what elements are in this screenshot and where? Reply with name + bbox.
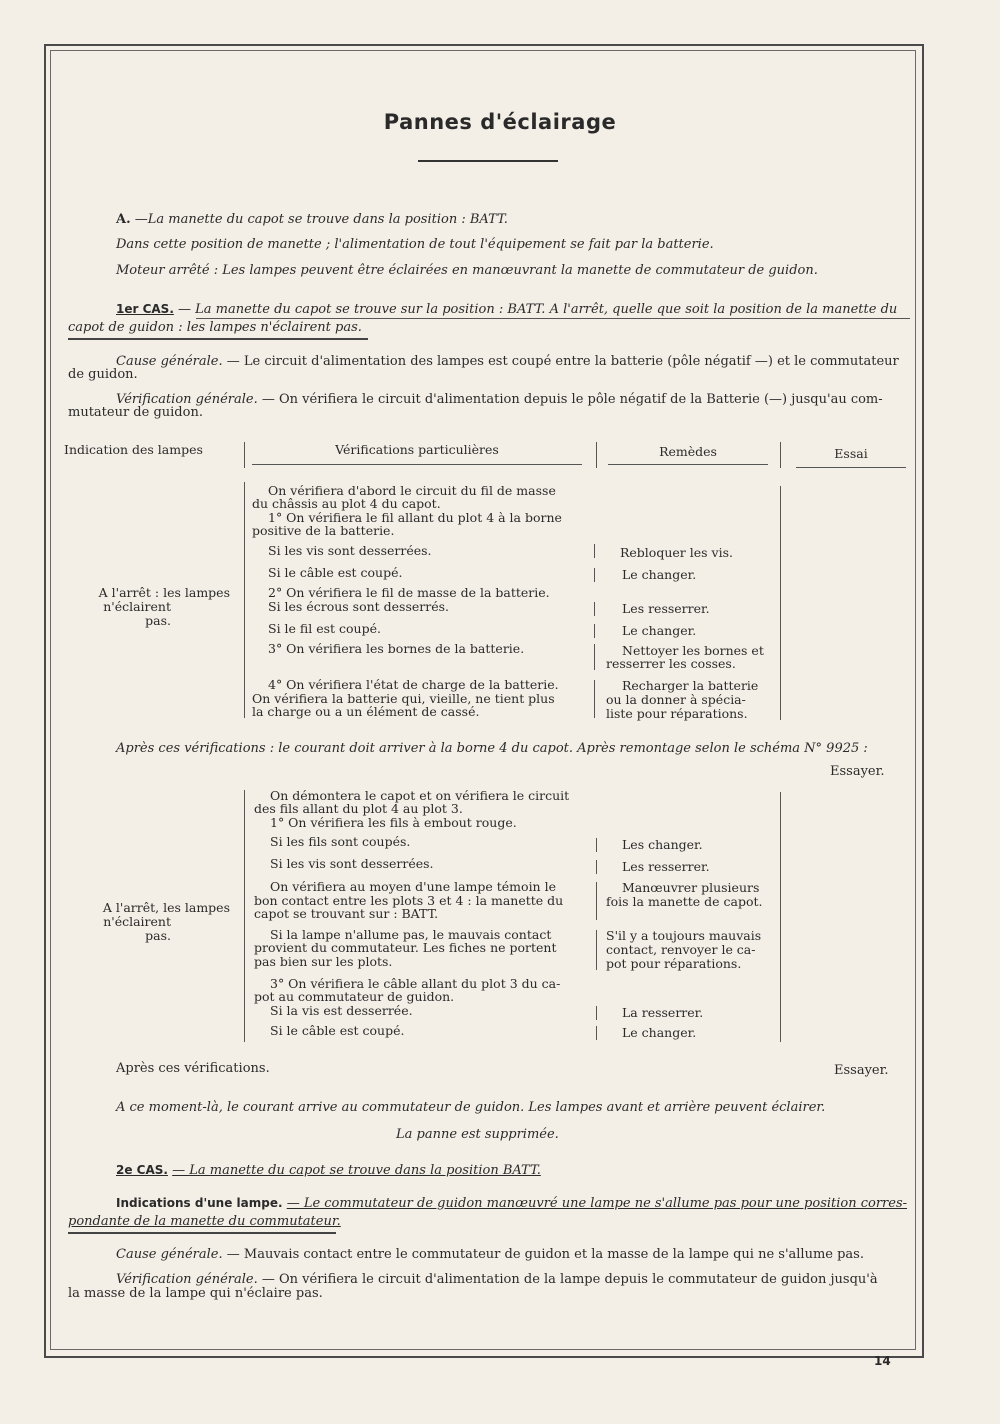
cas2-cause-line1: Cause générale. — Mauvais contact entre le commutateur de guidon et la masse de la lampe qui ne s'allume pas.	[116, 1247, 864, 1262]
table2-v12: 3° On vérifiera le câble allant du plot 3 du ca-	[270, 976, 561, 991]
header-remedes-rule	[608, 464, 768, 465]
table2-bar-5	[596, 1006, 597, 1020]
table2-bar-6	[596, 1026, 597, 1040]
page-number: 14	[874, 1354, 891, 1368]
section-a-line2: Dans cette position de manette ; l'alimentation de tout l'équipement se fait par la batterie.	[116, 237, 714, 252]
cas2-indic-line1: Indications d'une lampe. — Le commutateur de guidon manœuvré une lampe ne s'allume pas pour une position corres-	[116, 1196, 908, 1211]
table1-bar-1	[594, 544, 595, 558]
table2-r6: contact, renvoyer le ca-	[606, 942, 756, 957]
apres1-text: Après ces vérifications : le courant doit arriver à la borne 4 du capot. Après remontage selon le schéma N° 9925 :	[116, 741, 868, 756]
table1-v6: Si le câble est coupé.	[268, 565, 403, 580]
table2-bar-4	[596, 930, 597, 970]
table1-bar-2	[594, 568, 595, 582]
table1-bar-5	[594, 644, 595, 670]
apres2-text: Après ces vérifications.	[116, 1061, 270, 1076]
table1-r1: Rebloquer les vis.	[620, 545, 733, 560]
table1-r4: Le changer.	[622, 623, 697, 638]
table2-v5: Si les vis sont desserrées.	[270, 856, 434, 871]
header-indication: Indication des lampes	[64, 442, 203, 457]
table2-v1: On démontera le capot et on vérifiera le circuit	[270, 788, 570, 803]
header-essai-rule	[796, 467, 906, 468]
table2-v6: On vérifiera au moyen d'une lampe témoin le	[270, 879, 556, 894]
table1-r5: Nettoyer les bornes et	[622, 643, 764, 658]
table2-v2: des fils allant du plot 4 au plot 3.	[254, 801, 463, 816]
cas1-line2: capot de guidon : les lampes n'éclairent pas.	[68, 320, 362, 335]
table1-v12: On vérifiera la batterie qui, vieille, ne tient plus	[252, 691, 555, 706]
cas2-underline	[68, 1232, 336, 1234]
cas1-verif-line2: mutateur de guidon.	[68, 405, 203, 420]
header-divider-3	[780, 442, 781, 468]
table1-r2: Le changer.	[622, 567, 697, 582]
table2-v3: 1° On vérifiera les fils à embout rouge.	[270, 815, 517, 830]
conclusion-line1: A ce moment-là, le courant arrive au commutateur de guidon. Les lampes avant et arrière peuvent éclairer.	[116, 1100, 826, 1115]
cas1-cause-line2: de guidon.	[68, 367, 138, 382]
cas2-indic-line2: pondante de la manette du commutateur.	[68, 1214, 341, 1229]
table2-v13: pot au commutateur de guidon.	[254, 989, 455, 1004]
table1-v8: Si les écrous sont desserrés.	[268, 599, 450, 614]
table1-v4: positive de la batterie.	[252, 523, 395, 538]
table1-bar-4	[594, 624, 595, 638]
table1-r9: liste pour réparations.	[606, 706, 748, 721]
title-underline	[418, 160, 558, 162]
table1-v10: 3° On vérifiera les bornes de la batterie.	[268, 641, 525, 656]
apres1-essayer: Essayer.	[830, 764, 885, 779]
section-a-line1: A. —La manette du capot se trouve dans la position : BATT.	[116, 212, 508, 227]
table2-r1: Les changer.	[622, 837, 703, 852]
table2-bar-2	[596, 860, 597, 874]
table1-r7: Recharger la batterie	[622, 678, 759, 693]
table2-r2: Les resserrer.	[622, 859, 710, 874]
section-a-line3: Moteur arrêté : Les lampes peuvent être éclairées en manœuvrant la manette de commutateur de guidon.	[116, 263, 818, 278]
table1-v7: 2° On vérifiera le fil de masse de la batterie.	[268, 585, 550, 600]
header-remedes: Remèdes	[659, 444, 717, 459]
table1-v1: On vérifiera d'abord le circuit du fil de masse	[268, 483, 556, 498]
table1-v3: 1° On vérifiera le fil allant du plot 4 à la borne	[268, 510, 562, 525]
header-divider-1	[244, 442, 245, 468]
table2-r3: Manœuvrer plusieurs	[622, 880, 760, 895]
page-title: Pannes d'éclairage	[383, 110, 617, 134]
table2-r7: pot pour réparations.	[606, 956, 742, 971]
table2-v15: Si le câble est coupé.	[270, 1023, 405, 1038]
table1-divider-right	[780, 486, 781, 720]
header-essai: Essai	[834, 446, 868, 461]
table2-r5: S'il y a toujours mauvais	[606, 928, 762, 943]
cas1-underline2	[68, 338, 368, 340]
table1-bar-6	[594, 680, 595, 718]
cas1-underline1	[196, 318, 910, 319]
cas2-verif-line1: Vérification générale. — On vérifiera le circuit d'alimentation de la lampe depuis le commutateur de guidon jusqu'à	[116, 1272, 878, 1287]
table2-divider-left	[244, 790, 245, 1042]
table1-r6: resserrer les cosses.	[606, 656, 736, 671]
table1-v9: Si le fil est coupé.	[268, 621, 381, 636]
table1-v13: la charge ou a un élément de cassé.	[252, 704, 480, 719]
table1-v11: 4° On vérifiera l'état de charge de la batterie.	[268, 677, 559, 692]
conclusion-line2: La panne est supprimée.	[396, 1127, 559, 1142]
table2-divider-right	[780, 792, 781, 1042]
table2-v9: Si la lampe n'allume pas, le mauvais contact	[270, 927, 552, 942]
table2-v4: Si les fils sont coupés.	[270, 834, 411, 849]
cas2-line1: 2e CAS. — La manette du capot se trouve dans la position BATT.	[116, 1163, 541, 1178]
table1-divider-left	[244, 482, 245, 718]
table2-v14: Si la vis est desserrée.	[270, 1003, 413, 1018]
header-verifications: Vérifications particulières	[335, 442, 499, 457]
table1-v5: Si les vis sont desserrées.	[268, 543, 432, 558]
table1-bar-3	[594, 602, 595, 616]
table2-r8: La resserrer.	[622, 1005, 704, 1020]
table2-indication-l2: n'éclairent pas.	[103, 914, 171, 943]
cas1-line1: 1er CAS. — La manette du capot se trouve sur la position : BATT. A l'arrêt, quelle que soit la position de la manette du	[116, 302, 898, 317]
table2-v8: capot se trouvant sur : BATT.	[254, 906, 439, 921]
table2-v7: bon contact entre les plots 3 et 4 : la manette du	[254, 893, 564, 908]
table2-bar-1	[596, 838, 597, 852]
cas1-cause-line1: Cause générale. — Le circuit d'alimentation des lampes est coupé entre la batterie (pôle négatif —) et le commutateur	[116, 354, 899, 369]
cas2-verif-line2: la masse de la lampe qui n'éclaire pas.	[68, 1286, 323, 1301]
table2-r4: fois la manette de capot.	[606, 894, 763, 909]
header-divider-2	[596, 442, 597, 468]
table1-r3: Les resserrer.	[622, 601, 710, 616]
table2-r9: Le changer.	[622, 1025, 697, 1040]
table2-indication-l1: A l'arrêt, les lampes	[102, 900, 230, 915]
table2-v11: pas bien sur les plots.	[254, 954, 393, 969]
table2-v10: provient du commutateur. Les fiches ne portent	[254, 940, 557, 955]
table1-v2: du châssis au plot 4 du capot.	[252, 496, 441, 511]
header-verif-rule	[252, 464, 582, 465]
table2-bar-3	[596, 882, 597, 920]
table1-r8: ou la donner à spécia-	[606, 692, 746, 707]
apres2-essayer: Essayer.	[834, 1063, 889, 1078]
cas1-verif-line1: Vérification générale. — On vérifiera le circuit d'alimentation depuis le pôle négatif de la Batterie (—) jusqu'au com-	[116, 392, 883, 407]
table1-indication-l2: n'éclairent pas.	[103, 599, 171, 628]
table1-indication-l1: A l'arrêt : les lampes	[98, 585, 230, 600]
